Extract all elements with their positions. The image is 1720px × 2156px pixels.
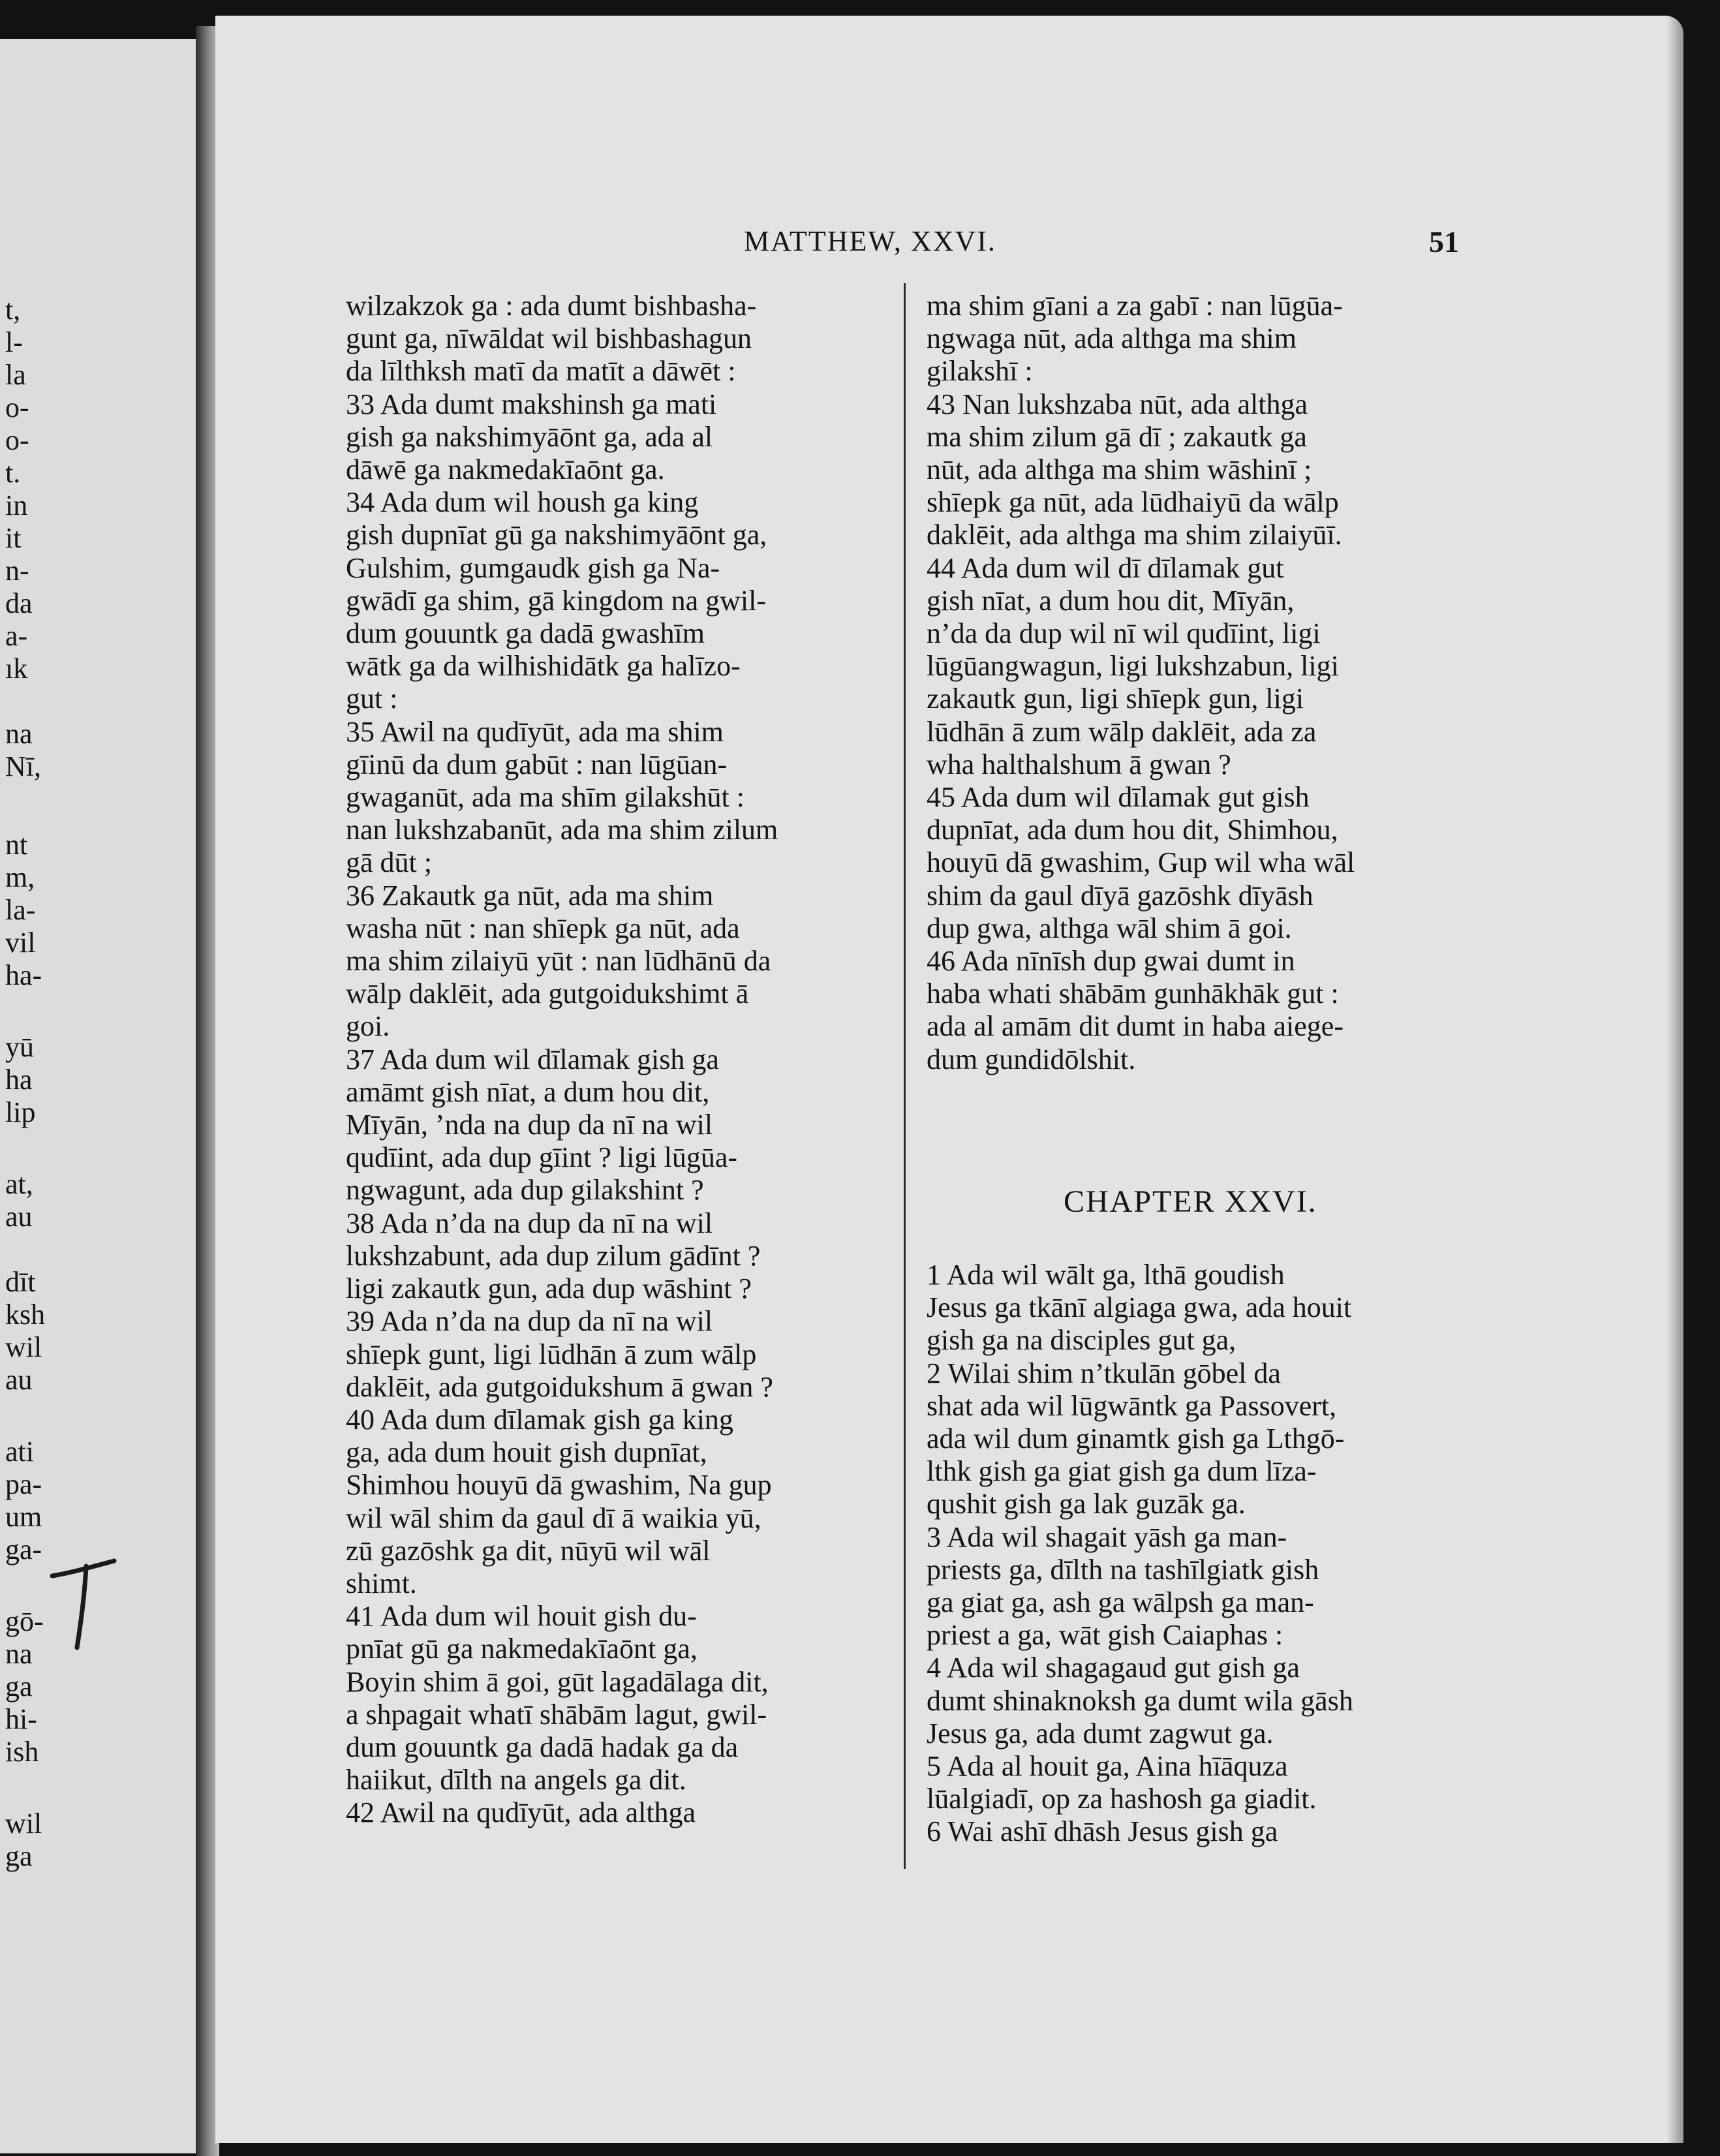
margin-fragment: na <box>5 718 33 750</box>
text-line: 33 Ada dumt makshinsh ga mati <box>346 388 717 420</box>
text-line: qudīint, ada dup gīint ? ligi lūgūa- <box>346 1141 738 1174</box>
text-line: shat ada wil lūgwāntk ga Passovert, <box>927 1389 1337 1422</box>
text-line: ma shim zilum gā dī ; zakautk ga <box>927 420 1307 453</box>
text-line: ligi zakautk gun, ada dup wāshint ? <box>346 1272 752 1305</box>
text-line: dup gwa, althga wāl shim ā goi. <box>927 912 1292 944</box>
margin-fragment: m, <box>5 861 35 893</box>
left-text-column <box>346 290 894 1830</box>
text-line: Jesus ga, ada dumt zagwut ga. <box>927 1717 1274 1749</box>
text-line: wātk ga da wilhishidātk ga halīzo- <box>346 650 741 683</box>
text-line: dupnīat, ada dum hou dit, Shimhou, <box>927 814 1338 846</box>
margin-fragment: hi- <box>5 1703 37 1735</box>
text-line: priest a ga, wāt gish Caiaphas : <box>927 1619 1283 1652</box>
text-line: da līlthksh matī da matīt a dāwēt : <box>346 355 736 388</box>
text-line: ma shim zilaiyū yūt : nan lūdhānū da <box>346 945 771 978</box>
margin-fragment: it <box>5 522 22 554</box>
text-line: daklēit, ada gutgoidukshum ā gwan ? <box>346 1370 773 1403</box>
margin-fragment: o- <box>5 424 29 456</box>
text-line: wha halthalshum ā gwan ? <box>927 748 1231 780</box>
text-line: gut : <box>346 683 398 715</box>
text-line: nūt, ada althga ma shim wāshinī ; <box>927 454 1312 486</box>
text-line: a shpagait whatī shābām lagut, gwil- <box>346 1698 767 1731</box>
text-line: 44 Ada dum wil dī dīlamak gut <box>927 551 1284 584</box>
text-line: 41 Ada dum wil houit gish du- <box>346 1600 697 1633</box>
text-line: dāwē ga nakmedakīaōnt ga. <box>346 454 665 486</box>
margin-fragment: pa- <box>5 1468 42 1500</box>
text-line: Shimhou houyū dā gwashim, Na gup <box>346 1469 772 1502</box>
text-line: 37 Ada dum wil dīlamak gish ga <box>346 1043 719 1075</box>
margin-fragment: vil <box>5 927 36 959</box>
text-line: zū gazōshk ga dit, nūyū wil wāl <box>346 1534 711 1567</box>
text-line: nan lukshzabanūt, ada ma shim zilum <box>346 814 778 846</box>
text-line: gilakshī : <box>927 355 1033 388</box>
text-line: shimt. <box>346 1567 417 1599</box>
margin-fragment: yū <box>5 1031 34 1063</box>
text-line: ngwaga nūt, ada althga ma shim <box>927 322 1297 355</box>
text-line: gwādī ga shim, gā kingdom na gwil- <box>346 584 767 617</box>
text-line: shīepk gunt, ligi lūdhān ā zum wālp <box>346 1338 757 1370</box>
text-line: dum gundidōlshit. <box>927 1043 1136 1075</box>
text-line: 2 Wilai shim n’tkulān gōbel da <box>927 1357 1281 1389</box>
text-line: ga, ada dum houit gish dupnīat, <box>346 1436 707 1469</box>
margin-fragment: ga <box>5 1840 33 1872</box>
text-line: haba whati shābām gunhākhāk gut : <box>927 978 1339 1010</box>
margin-fragment: ksh <box>5 1299 46 1331</box>
text-line: dum gouuntk ga dadā hadak ga da <box>346 1731 739 1763</box>
running-head: MATTHEW, XXVI. <box>744 225 996 257</box>
text-line: haiikut, dīlth na angels ga dit. <box>346 1764 686 1796</box>
facing-page-fragment <box>0 39 200 2153</box>
text-line: lūalgiadī, op za hashosh ga giadit. <box>927 1783 1317 1815</box>
margin-fragment: um <box>5 1501 42 1533</box>
text-line: 5 Ada al houit ga, Aina hīāquza <box>927 1750 1288 1783</box>
text-line: gish ga na disciples gut ga, <box>927 1324 1236 1357</box>
margin-fragment: t. <box>5 457 21 489</box>
text-line: lthk gish ga giat gish ga dum līza- <box>927 1455 1317 1488</box>
text-line: 42 Awil na qudīyūt, ada althga <box>346 1796 696 1829</box>
margin-fragment: lip <box>5 1096 36 1128</box>
text-line: gunt ga, nīwāldat wil bishbashagun <box>346 322 752 355</box>
margin-fragment: ish <box>5 1736 39 1768</box>
margin-fragment: Nī, <box>5 750 41 782</box>
margin-fragment: o- <box>5 392 29 424</box>
page-number: 51 <box>1429 225 1459 258</box>
margin-fragment: dīt <box>5 1266 36 1298</box>
margin-fragment: ha- <box>5 959 42 991</box>
margin-fragment: in <box>5 489 28 521</box>
text-line: wil wāl shim da gaul dī ā waikia yū, <box>346 1502 761 1534</box>
text-line: 6 Wai ashī dhāsh Jesus gish ga <box>927 1815 1278 1848</box>
margin-fragment: ha <box>5 1064 33 1096</box>
text-line: n’da da dup wil nī wil qudīint, ligi <box>927 617 1321 650</box>
text-line: lūgūangwagun, ligi lukshzabun, ligi <box>927 650 1339 683</box>
margin-fragment: at, <box>5 1168 33 1200</box>
text-line: gīinū da dum gabūt : nan lūgūan- <box>346 748 728 780</box>
margin-fragment: ga- <box>5 1533 42 1565</box>
text-line: wālp daklēit, ada gutgoidukshimt ā <box>346 978 749 1010</box>
text-line: Boyin shim ā goi, gūt lagadālaga dit, <box>346 1665 769 1698</box>
margin-fragment: t, <box>5 294 21 326</box>
text-line: ngwagunt, ada dup gilakshint ? <box>346 1174 704 1207</box>
text-line: ada wil dum ginamtk gish ga Lthgō- <box>927 1423 1345 1455</box>
text-line: 46 Ada nīnīsh dup gwai dumt in <box>927 945 1295 978</box>
margin-fragment: wil <box>5 1331 42 1363</box>
margin-fragment: ık <box>5 653 28 685</box>
margin-fragment: ati <box>5 1436 34 1468</box>
margin-fragment: la <box>5 359 26 391</box>
text-line: washa nūt : nan shīepk ga nūt, ada <box>346 912 740 944</box>
text-line: lūdhān ā zum wālp daklēit, ada za <box>927 715 1317 748</box>
text-line: wilzakzok ga : ada dumt bishbasha- <box>346 290 757 322</box>
margin-fragment: ga <box>5 1671 33 1702</box>
text-line: gā dūt ; <box>346 846 432 879</box>
text-line: dumt shinaknoksh ga dumt wila gāsh <box>927 1684 1353 1717</box>
chapter-heading: CHAPTER XXVI. <box>1064 1184 1317 1219</box>
text-line: goi. <box>346 1010 390 1043</box>
margin-fragment: n- <box>5 555 29 587</box>
column-divider <box>904 283 906 1869</box>
text-line: lukshzabunt, ada dup zilum gādīnt ? <box>346 1239 761 1272</box>
text-line: 38 Ada n’da na dup da nī na wil <box>346 1207 713 1239</box>
text-line: ga giat ga, ash ga wālpsh ga man- <box>927 1586 1314 1619</box>
text-line: 34 Ada dum wil housh ga king <box>346 486 699 519</box>
margin-fragment: au <box>5 1364 33 1396</box>
text-line: gish nīat, a dum hou dit, Mīyān, <box>927 584 1295 617</box>
margin-fragment: na <box>5 1638 33 1670</box>
text-line: Jesus ga tkānī algiaga gwa, ada houit <box>927 1291 1352 1324</box>
margin-fragment: a- <box>5 620 28 652</box>
text-line: pnīat gū ga nakmedakīaōnt ga, <box>346 1633 698 1665</box>
text-line: 45 Ada dum wil dīlamak gut gish <box>927 781 1310 814</box>
text-line: ada al amām dit dumt in haba aiege- <box>927 1010 1344 1043</box>
text-line: 36 Zakautk ga nūt, ada ma shim <box>346 879 714 912</box>
text-line: amāmt gish nīat, a dum hou dit, <box>346 1075 710 1108</box>
right-text-column-top <box>927 290 1475 1076</box>
book-page <box>215 16 1683 2143</box>
text-line: houyū dā gwashim, Gup wil wha wāl <box>927 846 1355 879</box>
text-line: 35 Awil na qudīyūt, ada ma shim <box>346 715 724 748</box>
text-line: 4 Ada wil shagagaud gut gish ga <box>927 1652 1300 1684</box>
margin-fragment: l- <box>5 326 23 358</box>
text-line: daklēit, ada althga ma shim zilaiyūī. <box>927 519 1342 551</box>
text-line: 1 Ada wil wālt ga, lthā goudish <box>927 1259 1285 1291</box>
text-line: qushit gish ga lak guzāk ga. <box>927 1488 1246 1520</box>
text-line: 3 Ada wil shagait yāsh ga man- <box>927 1520 1287 1553</box>
text-line: Mīyān, ’nda na dup da nī na wil <box>346 1109 713 1141</box>
text-line: shim da gaul dīyā gazōshk dīyāsh <box>927 879 1313 912</box>
text-line: zakautk gun, ligi shīepk gun, ligi <box>927 683 1304 715</box>
text-line: priests ga, dīlth na tashīlgiatk gish <box>927 1553 1319 1586</box>
margin-fragment: nt <box>5 829 28 861</box>
margin-fragment: gō- <box>5 1605 44 1637</box>
text-line: dum gouuntk ga dadā gwashīm <box>346 617 705 650</box>
text-line: gish dupnīat gū ga nakshimyāōnt ga, <box>346 519 767 551</box>
text-line: gish ga nakshimyāōnt ga, ada al <box>346 420 713 453</box>
margin-fragment: la- <box>5 894 36 926</box>
text-line: 39 Ada n’da na dup da nī na wil <box>346 1305 713 1338</box>
text-line: gwaganūt, ada ma shīm gilakshūt : <box>346 781 745 814</box>
text-line: Gulshim, gumgaudk gish ga Na- <box>346 551 720 584</box>
text-line: 43 Nan lukshzaba nūt, ada althga <box>927 388 1308 420</box>
margin-fragment: au <box>5 1201 33 1233</box>
text-line: ma shim gīani a za gabī : nan lūgūa- <box>927 290 1343 322</box>
handwritten-cross-mark <box>46 1547 117 1651</box>
text-line: 40 Ada dum dīlamak gish ga king <box>346 1403 733 1436</box>
margin-fragment: wil <box>5 1808 42 1840</box>
margin-fragment: da <box>5 587 33 619</box>
text-line: shīepk ga nūt, ada lūdhaiyū da wālp <box>927 486 1339 519</box>
right-text-column-bottom <box>927 1259 1475 1849</box>
